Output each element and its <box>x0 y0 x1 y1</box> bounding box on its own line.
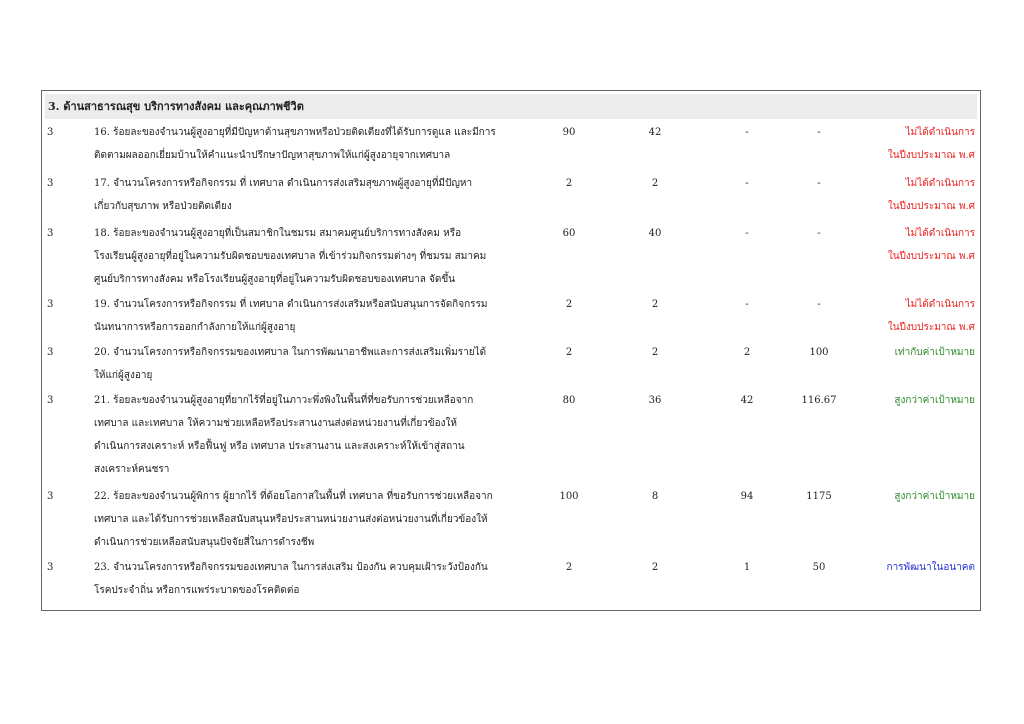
description-cell <box>94 485 530 554</box>
description-line: โรคประจำถิ่น หรือการแพร่ระบาดของโรคติดต่อ <box>94 585 300 596</box>
target-cell: 60 <box>562 228 576 239</box>
level-cell: 3 <box>47 347 54 358</box>
achieved-cell: 2 <box>651 299 659 310</box>
table-row <box>42 389 980 485</box>
status-cell <box>847 556 975 579</box>
percent-cell: - <box>817 127 821 138</box>
description-cell <box>94 172 530 218</box>
description-line: 20. จำนวนโครงการหรือกิจกรรมของเทศบาล ในการพัฒนาอาชีพและการส่งเสริมเพิ่มรายได้ <box>94 347 487 358</box>
status-line: ไม่ได้ดำเนินการ <box>905 299 975 310</box>
section-title: 3. ด้านสาธารณสุข บริการทางสังคม และคุณภาพชีวิต <box>45 94 977 119</box>
level-cell: 3 <box>47 491 54 502</box>
description-line: ดำเนินการช่วยเหลือสนับสนุนปัจจัยสี่ในการดำรงชีพ <box>94 537 315 548</box>
percent-cell: 1175 <box>806 491 832 502</box>
difference-cell: - <box>745 299 749 310</box>
table-row <box>42 172 980 220</box>
description-line: ติดตามผลออกเยี่ยมบ้านให้คำแนะนำปรึกษาปัญหาสุขภาพให้แก่ผู้สูงอายุจากเทศบาล <box>94 150 451 161</box>
difference-cell: 1 <box>743 562 751 573</box>
table-row <box>42 556 980 604</box>
difference-cell: - <box>745 127 749 138</box>
description-line: 18. ร้อยละของจำนวนผู้สูงอายุที่เป็นสมาชิกในชมรม สมาคมศูนย์บริการทางสังคม หรือ <box>94 228 462 239</box>
achieved-cell: 2 <box>651 562 659 573</box>
difference-cell: 42 <box>740 395 754 406</box>
status-cell <box>847 341 975 364</box>
percent-cell: - <box>817 299 821 310</box>
level-cell: 3 <box>47 395 54 406</box>
description-line: สงเคราะห์คนชรา <box>94 464 170 475</box>
difference-cell: 94 <box>740 491 754 502</box>
target-cell: 100 <box>559 491 579 502</box>
description-cell <box>94 121 530 167</box>
table-row <box>42 222 980 292</box>
status-line: ไม่ได้ดำเนินการ <box>905 178 975 189</box>
level-cell: 3 <box>47 228 54 239</box>
level-cell: 3 <box>47 562 54 573</box>
status-line: ไม่ได้ดำเนินการ <box>905 228 975 239</box>
achieved-cell: 2 <box>651 347 659 358</box>
difference-cell: - <box>745 178 749 189</box>
percent-cell: 100 <box>809 347 829 358</box>
status-line: ในปีงบประมาณ พ.ศ <box>887 150 975 161</box>
table-row <box>42 485 980 557</box>
target-cell: 2 <box>565 178 573 189</box>
percent-cell: 116.67 <box>801 395 837 406</box>
achieved-cell: 40 <box>648 228 662 239</box>
status-cell <box>847 485 975 508</box>
percent-cell: - <box>817 228 821 239</box>
description-cell <box>94 389 530 481</box>
description-line: 19. จำนวนโครงการหรือกิจกรรม ที่ เทศบาล ดำเนินการส่งเสริมหรือสนับสนุนการจัดกิจกรรม <box>94 299 488 310</box>
description-line: เทศบาล และได้รับการช่วยเหลือสนับสนุนหรือประสานหน่วยงานส่งต่อหน่วยงานที่เกี่ยวข้องให้ <box>94 514 488 525</box>
description-cell <box>94 341 530 387</box>
level-cell: 3 <box>47 299 54 310</box>
description-line: 22. ร้อยละของจำนวนผู้พิการ ผู้ยากไร้ ที่ด้อยโอกาสในพื้นที่ เทศบาล ที่ขอรับการช่วยเหลือจาก <box>94 491 493 502</box>
description-line: ให้แก่ผู้สูงอายุ <box>94 370 153 381</box>
description-line: เทศบาล และเทศบาล ให้ความช่วยเหลือหรือประสานงานส่งต่อหน่วยงานที่เกี่ยวข้องให้ <box>94 418 457 429</box>
difference-cell: 2 <box>743 347 751 358</box>
target-cell: 80 <box>562 395 576 406</box>
difference-cell: - <box>745 228 749 239</box>
achieved-cell: 42 <box>648 127 662 138</box>
target-cell: 90 <box>562 127 576 138</box>
table-row <box>42 293 980 341</box>
description-line: โรงเรียนผู้สูงอายุที่อยู่ในความรับผิดชอบของเทศบาล ที่เข้าร่วมกิจกรรมต่างๆ ที่ชมรม สมาคม <box>94 251 487 262</box>
status-cell <box>847 222 975 268</box>
description-line: ดำเนินการสงเคราะห์ หรือฟื้นฟู หรือ เทศบาล ประสานงาน และสงเคราะห์ให้เข้าสู่สถาน <box>94 441 465 452</box>
description-cell <box>94 222 530 291</box>
description-line: เกี่ยวกับสุขภาพ หรือป่วยติดเตียง <box>94 201 232 212</box>
status-line: สูงกว่าค่าเป้าหมาย <box>894 491 975 502</box>
table-row <box>42 121 980 169</box>
level-cell: 3 <box>47 127 54 138</box>
achieved-cell: 2 <box>651 178 659 189</box>
status-line: สูงกว่าค่าเป้าหมาย <box>894 395 975 406</box>
percent-cell: - <box>817 178 821 189</box>
status-cell <box>847 293 975 339</box>
description-line: 16. ร้อยละของจำนวนผู้สูงอายุที่มีปัญหาด้านสุขภาพหรือป่วยติดเตียงที่ได้รับการดูแล และมีการ <box>94 127 496 138</box>
description-line: 23. จำนวนโครงการหรือกิจกรรมของเทศบาล ในการส่งเสริม ป้องกัน ควบคุมเฝ้าระวังป้องกัน <box>94 562 488 573</box>
status-line: การพัฒนาในอนาคต <box>886 562 975 573</box>
indicator-table <box>41 90 981 611</box>
description-line: ศูนย์บริการทางสังคม หรือโรงเรียนผู้สูงอายุที่อยู่ในความรับผิดชอบของเทศบาล จัดขึ้น <box>94 274 456 285</box>
status-cell <box>847 121 975 167</box>
target-cell: 2 <box>565 562 573 573</box>
description-line: นันทนาการหรือการออกกำลังกายให้แก่ผู้สูงอายุ <box>94 322 296 333</box>
table-row <box>42 341 980 389</box>
status-line: ในปีงบประมาณ พ.ศ <box>887 322 975 333</box>
achieved-cell: 36 <box>648 395 662 406</box>
status-line: ในปีงบประมาณ พ.ศ <box>887 201 975 212</box>
description-line: 21. ร้อยละของจำนวนผู้สูงอายุที่ยากไร้ที่อยู่ในภาวะพึ่งพิงในพื้นที่ที่ขอรับการช่วยเหลือจาก <box>94 395 474 406</box>
percent-cell: 50 <box>812 562 826 573</box>
status-line: ในปีงบประมาณ พ.ศ <box>887 251 975 262</box>
status-cell <box>847 172 975 218</box>
status-cell <box>847 389 975 412</box>
description-cell <box>94 556 530 602</box>
level-cell: 3 <box>47 178 54 189</box>
status-line: เท่ากับค่าเป้าหมาย <box>894 347 975 358</box>
description-cell <box>94 293 530 339</box>
description-line: 17. จำนวนโครงการหรือกิจกรรม ที่ เทศบาล ดำเนินการส่งเสริมสุขภาพผู้สูงอายุที่มีปัญหา <box>94 178 473 189</box>
target-cell: 2 <box>565 347 573 358</box>
target-cell: 2 <box>565 299 573 310</box>
achieved-cell: 8 <box>651 491 659 502</box>
status-line: ไม่ได้ดำเนินการ <box>905 127 975 138</box>
